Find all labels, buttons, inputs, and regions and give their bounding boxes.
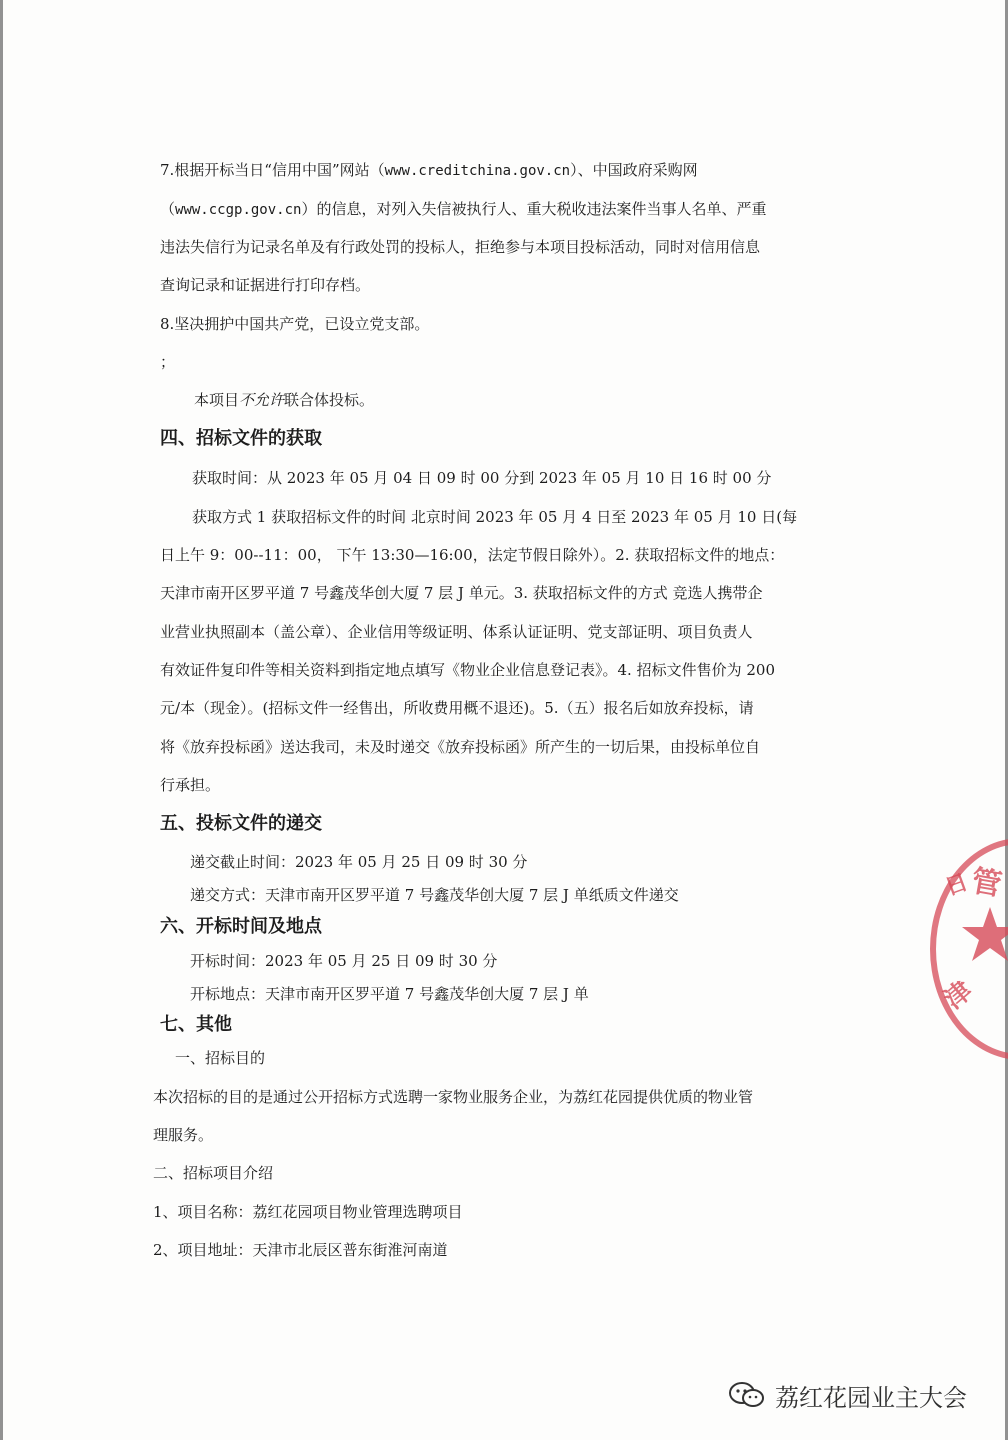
sec6-time: 开标时间：2023 年 05 月 25 日 09 时 30 分 xyxy=(190,952,498,970)
sec4-method-line8: 行承担。 xyxy=(160,776,221,794)
section6-heading: 六、开标时间及地点 xyxy=(160,916,322,937)
clause7-line3: 违法失信行为记录名单及有行政处罚的投标人，拒绝参与本项目投标活动，同时对信用信息 xyxy=(160,238,761,256)
sec6-place: 开标地点：天津市南开区罗平道 7 号鑫茂华创大厦 7 层 J 单 xyxy=(190,985,589,1003)
clause7-text: （ xyxy=(160,200,176,218)
sec4-method-line2: 日上午 9：00--11：00， 下午 13:30—16:00，法定节假日除外）。2. 获取招标文件的地点： xyxy=(160,546,785,564)
clause7-line4: 查询记录和证据进行打印存档。 xyxy=(160,276,371,294)
section7-heading: 七、其他 xyxy=(160,1014,232,1035)
sec7-purpose-line1: 本次招标的目的是通过公开招标方式选聘一家物业服务企业，为荔红花园提供优质的物业管 xyxy=(153,1088,754,1106)
seal-char: 日 xyxy=(942,869,972,901)
sec4-acquire-time: 获取时间：从 2023 年 05 月 04 日 09 时 00 分到 2023 年 05 月 10 日 16 时 00 分 xyxy=(192,469,772,487)
clause7-text: 7.根据开标当日“信用中国”网站（ xyxy=(160,161,385,179)
section5-heading: 五、投标文件的递交 xyxy=(160,813,322,834)
watermark-text: 荔红花园业主大会 xyxy=(775,1383,967,1412)
sec4-method-line5: 有效证件复印件等相关资料到指定地点填写《物业企业信息登记表》。4. 招标文件售价为 200 xyxy=(160,661,775,679)
seal-char: 管 xyxy=(968,863,1005,904)
wechat-icon xyxy=(727,1380,767,1410)
sec7-subheading-purpose: 一、招标目的 xyxy=(175,1049,266,1067)
ccgp-url: www.ccgp.gov.cn xyxy=(175,202,302,218)
clause7-text: ）的信息，对列入失信被执行人、重大税收违法案件当事人名单、严重 xyxy=(301,200,767,218)
sec5-method: 递交方式：天津市南开区罗平道 7 号鑫茂华创大厦 7 层 J 单纸质文件递交 xyxy=(190,886,679,904)
clause8: 8.坚决拥护中国共产党，已设立党支部。 xyxy=(160,315,430,333)
seal-star-icon xyxy=(960,905,1008,965)
creditchina-url: www.creditchina.gov.cn xyxy=(384,163,571,179)
sec4-method-line7: 将《放弃投标函》送达我司，未及时递交《放弃投标函》所产生的一切后果，由投标单位自 xyxy=(160,738,761,756)
seal-char: 津 xyxy=(939,975,979,1016)
sec7-purpose-line2: 理服务。 xyxy=(153,1126,214,1144)
joint-bid-not-allowed: 不允许 xyxy=(239,391,285,409)
sec4-method-line6: 元/本（现金）。(招标文件一经售出，所收费用概不退还)。5.（五）报名后如放弃投标，请 xyxy=(160,699,754,717)
sec7-project-name: 1、项目名称：荔红花园项目物业管理选聘项目 xyxy=(153,1203,463,1221)
clause7-line2 xyxy=(160,199,766,220)
clause7-line1 xyxy=(160,160,698,181)
sec4-method-line3: 天津市南开区罗平道 7 号鑫茂华创大厦 7 层 J 单元。3. 获取招标文件的方式 竞选人携带企 xyxy=(160,584,763,602)
sec5-deadline: 递交截止时间：2023 年 05 月 25 日 09 时 30 分 xyxy=(190,853,528,871)
section4-heading: 四、招标文件的获取 xyxy=(160,428,322,449)
stray-semicolon: ； xyxy=(160,353,176,371)
sec4-method-line4: 业营业执照副本（盖公章）、企业信用等级证明、体系认证证明、党支部证明、项目负责人 xyxy=(160,623,753,641)
joint-bid-text: 联合体投标。 xyxy=(284,391,375,409)
joint-bid-text: 本项目 xyxy=(194,391,240,409)
joint-bid-statement xyxy=(194,390,374,410)
sec7-subheading-project: 二、招标项目介绍 xyxy=(153,1164,274,1182)
sec4-method-line1: 获取方式 1 获取招标文件的时间 北京时间 2023 年 05 月 4 日至 2023 年 05 月 10 日(每 xyxy=(192,508,798,526)
sec7-project-address: 2、项目地址：天津市北辰区普东街淮河南道 xyxy=(153,1241,448,1259)
wechat-watermark xyxy=(727,1378,967,1412)
scan-left-edge xyxy=(0,0,3,1440)
clause7-text: ）、中国政府采购网 xyxy=(570,161,698,179)
